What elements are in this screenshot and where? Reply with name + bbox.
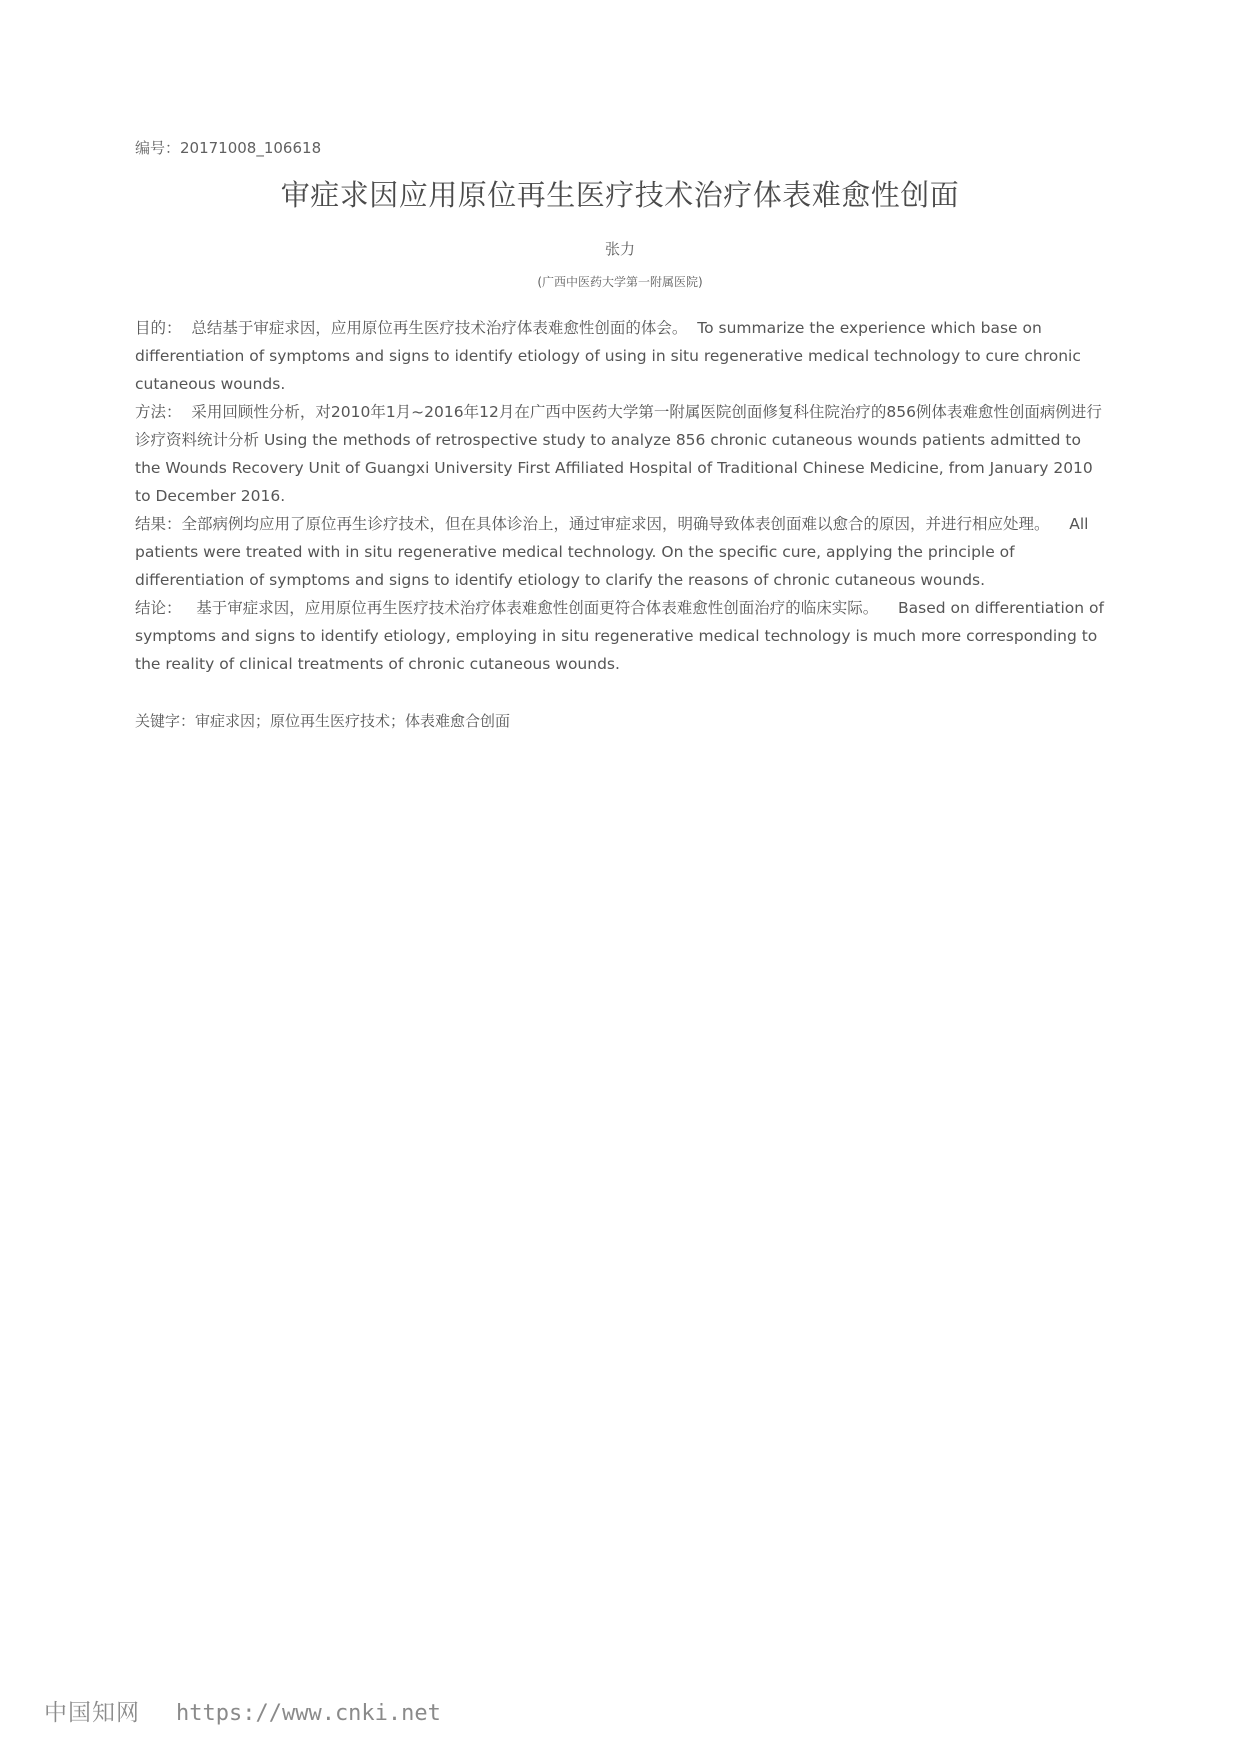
abstract-methods <box>135 398 1105 510</box>
author-affiliation: (广西中医药大学第一附属医院) <box>537 275 703 289</box>
abstract <box>135 314 1105 678</box>
abstract-objective <box>135 314 1105 398</box>
results-text-en: All patients were treated with in situ regenerative medical technology. On the specific cure, applying the principle of differentiation of symptoms and signs to identify etiology to clarify the reasons of chronic cutaneous wounds. <box>135 515 1089 589</box>
watermark-site-name: 中国知网 <box>44 1700 140 1726</box>
conclusion-text-en: Based on differentiation of symptoms and signs to identify etiology, employing in situ regenerative medical technology is much more corresponding to the reality of clinical treatments of chronic cutaneous wounds. <box>135 599 1104 673</box>
abstract-results <box>135 510 1105 594</box>
abstract-conclusion <box>135 594 1105 678</box>
cnki-watermark <box>44 1694 441 1727</box>
methods-text-en: Using the methods of retrospective study to analyze 856 chronic cutaneous wounds patients admitted to the Wounds Recovery Unit of Guangxi University First Affiliated Hospital of Traditional Chinese Medicine, from January 2010 to December 2016. <box>135 431 1093 505</box>
results-text-cn: 全部病例均应用了原位再生诊疗技术，但在具体诊治上，通过审症求因，明确导致体表创面难以愈合的原因，并进行相应处理。 <box>181 515 1050 533</box>
conclusion-text-cn: 基于审症求因，应用原位再生医疗技术治疗体表难愈性创面更符合体表难愈性创面治疗的临床实际。 <box>196 599 879 617</box>
objective-label: 目的： <box>135 319 182 337</box>
document-number: 编号：20171008_106618 <box>135 139 322 157</box>
objective-text-cn: 总结基于审症求因，应用原位再生医疗技术治疗体表难愈性创面的体会。 <box>191 319 688 337</box>
paper-title: 审症求因应用原位再生医疗技术治疗体表难愈性创面 <box>280 178 960 212</box>
results-label: 结果： <box>135 515 182 533</box>
keywords: 关键字：审症求因；原位再生医疗技术；体表难愈合创面 <box>135 712 511 730</box>
author-name: 张力 <box>604 240 635 258</box>
conclusion-label: 结论： <box>135 599 182 617</box>
watermark-url[interactable]: https://www.cnki.net <box>176 1701 441 1726</box>
methods-label: 方法： <box>135 403 182 421</box>
methods-text-cn: 采用回顾性分析，对2010年1月~2016年12月在广西中医药大学第一附属医院创面修复科住院治疗的856例体表难愈性创面病例进行诊疗资料统计分析 <box>135 403 1102 449</box>
objective-text-en: To summarize the experience which base on differentiation of symptoms and signs to identify etiology of using in situ regenerative medical technology to cure chronic cutaneous wounds. <box>135 319 1081 393</box>
